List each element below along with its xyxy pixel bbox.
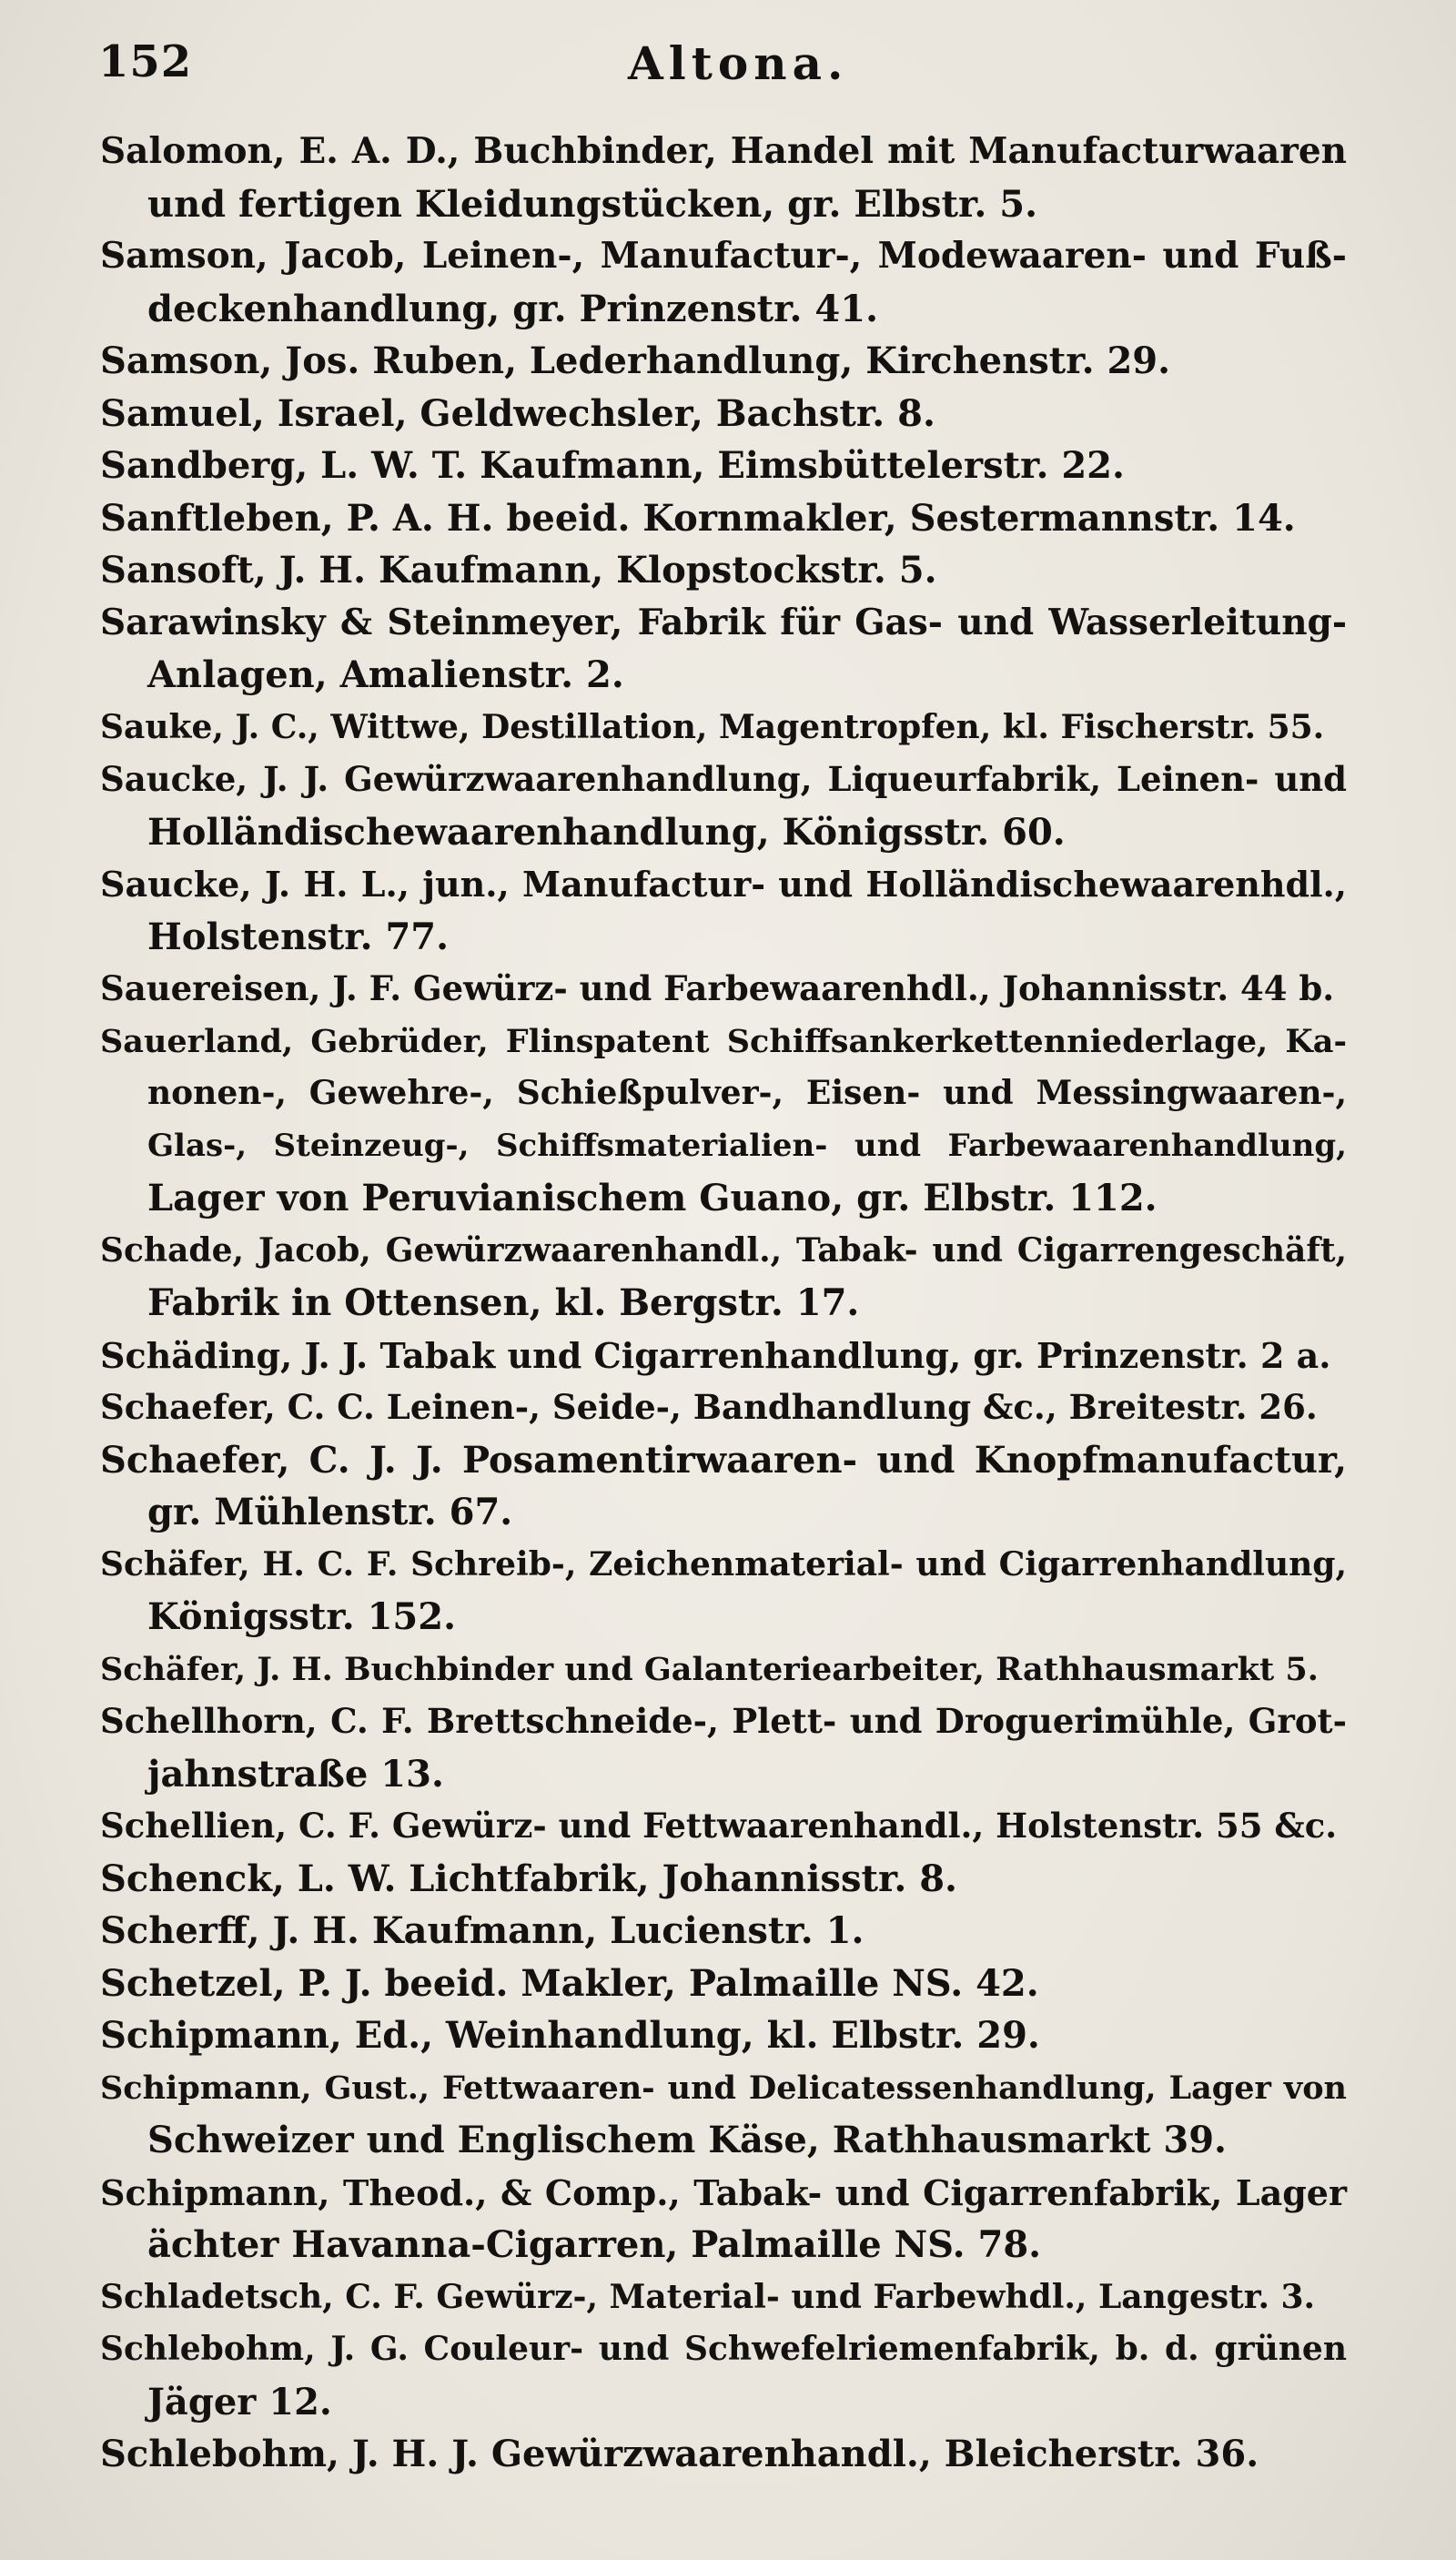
entry-line: Schladetsch, C. F. Gewürz-, Material- und Farbewhdl., Langestr. 3. — [100, 2277, 1316, 2316]
entry-line: Scherff, J. H. Kaufmann, Lucienstr. 1. — [100, 1909, 864, 1952]
entry-line: Sandberg, L. W. T. Kaufmann, Eimsbüttelerstr. 22. — [100, 444, 1125, 487]
directory-entry — [100, 1853, 1347, 1906]
entry-continuation-line: Glas-, Steinzeug-, Schiffsmaterialien- und Farbewaarenhandlung, — [147, 1127, 1347, 1164]
entry-line: Schipmann, Theod., & Comp., Tabak- und Cigarrenfabrik, Lager — [100, 2171, 1347, 2213]
entry-line: Samson, Jos. Ruben, Lederhandlung, Kirchenstr. 29. — [100, 339, 1171, 382]
directory-entry — [100, 1800, 1347, 1853]
directory-entry — [100, 2167, 1347, 2272]
entry-line: Schipmann, Gust., Fettwaaren- und Delicatessenhandlung, Lager von — [100, 2069, 1347, 2107]
entry-line: Schäfer, J. H. Buchbinder und Galanteriearbeiter, Rathhausmarkt 5. — [100, 1650, 1319, 1688]
directory-entry — [100, 597, 1347, 702]
entry-line: Schellien, C. F. Gewürz- und Fettwaarenhandl., Holstenstr. 55 &c. — [100, 1806, 1338, 1846]
entry-line: Salomon, E. A. D., Buchbinder, Handel mit Manufacturwaaren — [100, 130, 1347, 172]
directory-entry — [100, 1695, 1347, 1800]
entry-line: Sanftleben, P. A. H. beeid. Kornmakler, Sestermannstr. 14. — [100, 496, 1296, 540]
directory-entry — [100, 335, 1347, 388]
entry-line: Saucke, J. J. Gewürzwaarenhandlung, Liqueurfabrik, Leinen- und — [100, 759, 1347, 799]
entry-continuation-line: Holländischewaarenhandlung, Königsstr. 60. — [147, 810, 1066, 854]
entry-line: Sarawinsky & Steinmeyer, Fabrik für Gas- und Wasserleitung- — [100, 601, 1347, 643]
directory-entry — [100, 230, 1347, 335]
entry-line: Sauerland, Gebrüder, Flinspatent Schiffsankerkettenniederlage, Ka- — [100, 1022, 1347, 1060]
directory-entry — [100, 1016, 1347, 1225]
entry-continuation-line: Jäger 12. — [147, 2380, 332, 2423]
directory-entry — [100, 702, 1347, 754]
entry-line: Sauke, J. C., Wittwe, Destillation, Magentropfen, kl. Fischerstr. 55. — [100, 707, 1325, 746]
running-head: Altona. — [628, 36, 849, 90]
entry-line: Schipmann, Ed., Weinhandlung, kl. Elbstr. 29. — [100, 2014, 1040, 2057]
directory-entry — [100, 440, 1347, 492]
entry-line: Schade, Jacob, Gewürzwaarenhandl., Tabak- und Cigarrengeschäft, — [100, 1230, 1347, 1270]
entry-line: Saucke, J. H. L., jun., Manufactur- und Holländischewaarenhdl., — [100, 864, 1347, 905]
entry-line: Schlebohm, J. G. Couleur- und Schwefelriemenfabrik, b. d. grünen — [100, 2330, 1347, 2368]
directory-entry — [100, 1381, 1347, 1434]
directory-entry — [100, 963, 1347, 1016]
directory-entries — [100, 126, 1347, 2481]
directory-entry — [100, 1225, 1347, 1330]
entry-line: Schenck, L. W. Lichtfabrik, Johannisstr. 8. — [100, 1857, 957, 1900]
directory-entry — [100, 544, 1347, 597]
entry-continuation-line: Schweizer und Englischem Käse, Rathhausmarkt 39. — [147, 2119, 1227, 2161]
directory-entry — [100, 1539, 1347, 1644]
directory-entry — [100, 1958, 1347, 2010]
entry-continuation-line: nonen-, Gewehre-, Schießpulver-, Eisen- und Messingwaaren-, — [147, 1074, 1347, 1112]
directory-entry — [100, 2272, 1347, 2324]
entry-line: Samson, Jacob, Leinen-, Manufactur-, Modewaaren- und Fuß- — [100, 235, 1347, 277]
entry-continuation-line: Lager von Peruvianischem Guano, gr. Elbstr. 112. — [147, 1177, 1158, 1219]
entry-line: Schetzel, P. J. beeid. Makler, Palmaille NS. 42. — [100, 1961, 1039, 2005]
entry-line: Schaefer, C. J. J. Posamentirwaaren- und Knopfmanufactur, — [100, 1438, 1347, 1482]
directory-entry — [100, 388, 1347, 440]
entry-line: Schellhorn, C. F. Brettschneide-, Plett- und Droguerimühle, Grot- — [100, 1701, 1347, 1741]
entry-line: Sauereisen, J. F. Gewürz- und Farbewaarenhdl., Johannisstr. 44 b. — [100, 968, 1335, 1008]
directory-entry — [100, 2428, 1347, 2481]
entry-line: Schlebohm, J. H. J. Gewürzwaarenhandl., Bleicherstr. 36. — [100, 2433, 1259, 2475]
page-header — [91, 36, 1347, 109]
entry-continuation-line: ächter Havanna-Cigarren, Palmaille NS. 78. — [147, 2223, 1042, 2266]
entry-line: Schäfer, H. C. F. Schreib-, Zeichenmaterial- und Cigarrenhandlung, — [100, 1544, 1347, 1584]
directory-entry — [100, 858, 1347, 963]
entry-continuation-line: Fabrik in Ottensen, kl. Bergstr. 17. — [147, 1281, 860, 1324]
page-number: 152 — [98, 36, 193, 87]
directory-entry — [100, 492, 1347, 545]
entry-continuation-line: und fertigen Kleidungstücken, gr. Elbstr. 5. — [147, 182, 1038, 226]
entry-continuation-line: Königsstr. 152. — [147, 1595, 457, 1638]
entry-continuation-line: jahnstraße 13. — [147, 1752, 444, 1796]
entry-line: Schaefer, C. C. Leinen-, Seide-, Bandhandlung &c., Breitestr. 26. — [100, 1387, 1318, 1427]
directory-entry — [100, 2009, 1347, 2062]
directory-entry — [100, 1905, 1347, 1958]
entry-continuation-line: Anlagen, Amalienstr. 2. — [147, 653, 624, 696]
directory-entry — [100, 2062, 1347, 2167]
entry-line: Schäding, J. J. Tabak und Cigarrenhandlung, gr. Prinzenstr. 2 a. — [100, 1334, 1331, 1376]
directory-entry — [100, 1434, 1347, 1539]
directory-entry — [100, 2323, 1347, 2428]
entry-continuation-line: Holstenstr. 77. — [147, 915, 450, 958]
directory-entry — [100, 1644, 1347, 1696]
directory-entry — [100, 126, 1347, 230]
entry-continuation-line: gr. Mühlenstr. 67. — [147, 1491, 513, 1533]
entry-continuation-line: deckenhandlung, gr. Prinzenstr. 41. — [147, 287, 878, 330]
entry-line: Samuel, Israel, Geldwechsler, Bachstr. 8. — [100, 391, 935, 435]
directory-entry — [100, 754, 1347, 858]
directory-entry — [100, 1330, 1347, 1382]
entry-line: Sansoft, J. H. Kaufmann, Klopstockstr. 5. — [100, 549, 937, 592]
